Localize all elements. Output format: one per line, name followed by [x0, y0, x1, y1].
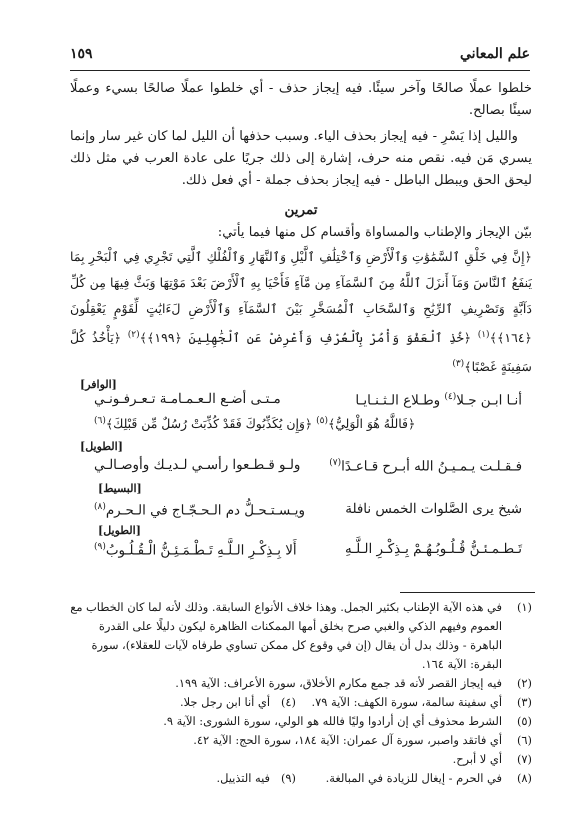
- footnote: [70, 712, 532, 731]
- quran-line: [70, 416, 532, 440]
- footnote-ref: (٢): [127, 330, 140, 340]
- footnote-ref: (٦): [94, 416, 106, 426]
- footnote: [70, 598, 532, 674]
- header-rule: [70, 70, 530, 71]
- footnote: [70, 731, 532, 750]
- footnotes: [70, 598, 532, 788]
- quran-verse: ﴿إِنَّ فِي خَلْقِ ٱلسَّمَٰوَٰتِ وَٱلْأَرْضِ وَٱخْتِلَٰفِ ٱلَّيْلِ وَٱلنَّهَارِ وَٱلْفُلْكِ ٱلَّتِي تَجْرِي فِي ٱلْبَحْرِ بِمَا يَنفَعُ ٱلنَّاسَ وَمَآ أَنزَلَ ٱللَّهُ مِنَ ٱلسَّمَآءِ مِن مَّآءٍ فَأَحْيَا بِهِ ٱلْأَرْضَ بَعْدَ مَوْتِهَا وَبَثَّ فِيهَا مِن كُلِّ دَآبَّةٍ وَتَصْرِيفِ ٱلرِّيَٰحِ وَٱلسَّحَابِ ٱلْمُسَخَّرِ بَيْنَ ٱلسَّمَآءِ وَٱلْأَرْضِ لَءَايَٰتٍ لِّقَوْمٍ يَعْقِلُونَ ﴿١٦٤﴾﴾: [70, 249, 533, 346]
- main-text: [70, 78, 532, 380]
- footnote: [70, 769, 532, 788]
- footnote-ref: (٣): [452, 359, 465, 370]
- footnote-number: (٩): [280, 771, 296, 785]
- footnote: [70, 674, 532, 693]
- footnote: [70, 750, 532, 769]
- verse-first-hemistich: أنـا ابـن جـلا$^{(٤)}$ وطـلاع الـثـنـايـا: [355, 392, 522, 409]
- footnote-text: في الحرم - إيغال للزيادة في المبالغة.: [325, 771, 502, 785]
- footnote-number: (٣): [516, 695, 532, 709]
- quran-quote: [70, 244, 532, 380]
- footnote-ref: (٥): [316, 416, 328, 426]
- meter-label: [الطويل]: [80, 440, 123, 453]
- footnote: [70, 693, 532, 712]
- footnote-text: أي فاتقد واصبر، سورة آل عمران: الآية ١٨٤، سورة الحج: الآية ٤٢.: [193, 733, 502, 747]
- footnote-ref: (١): [477, 330, 490, 340]
- paragraph: والليل إذا يَسْرِ - فيه إيجاز بحذف الياء. وسبب حذفها أن الليل لما كان غير سار وإنما يسري مَن فيه. نقص منه حرف، إشارة إلى ذلك جريًا على عادة العرب في مثل ذلك ليحق الحق ويبطل الباطل - فيه إيجاز بحذف جملة - أي فعل ذلك.: [69, 129, 532, 188]
- footnote-number: (٦): [516, 733, 532, 747]
- verse-first-hemistich: تَـطـمـئـنُّ قُـلُـوبُـهُـمْ بِـذِكْـرِ الـلَّـهِ: [344, 542, 522, 557]
- poem-verse: [70, 458, 532, 482]
- exercise-intro: بيّن الإيجاز والإطناب والمساواة وأقسام كل منها فيما يأتي:: [217, 225, 532, 240]
- footnote-ref: (٧): [329, 458, 342, 468]
- verse-second-hemistich: ولـو قـطـعوا رأسـي لـديـك وأوصـالـي: [94, 458, 301, 473]
- footnote-number: (٧): [516, 752, 532, 766]
- running-header: [70, 46, 530, 66]
- footnote-number: (٨): [516, 771, 532, 785]
- footnote-number: (١): [516, 600, 532, 614]
- exercise-heading: تمرين: [284, 202, 318, 218]
- footnote-ref: (٩): [94, 542, 106, 552]
- footnote-number: (٢): [516, 676, 532, 690]
- page-number: ١٥٩: [70, 46, 93, 62]
- poem-verse: [70, 502, 532, 526]
- meter-label: [الوافر]: [80, 378, 117, 391]
- verse-second-hemistich: مـتـى أضـع الـعـمـامـة تـعـرفـونـي: [94, 392, 281, 407]
- footnote-text: أي أنا ابن رجل جلا.: [179, 695, 270, 709]
- verse-second-hemistich: ويـسـتـحـلُّ دم الـحـجّـاج في الـحـرم$^{(٨)}$: [94, 502, 305, 519]
- paragraph: خلطوا عملًا صالحًا وآخر سيئًا. فيه إيجاز حذف - أي خلطوا عملًا صالحًا بسيء وعملًا سيئًا بصالح.: [70, 81, 532, 118]
- poem-verse: [70, 542, 532, 566]
- verse-first-hemistich: شيخ يرى الصَّلوات الخمس نافلة: [345, 502, 522, 517]
- footnote-text: فيه إيجاز القصر لأنه قد جمع مكارم الأخلاق، سورة الأعراف: الآية ١٩٩.: [175, 676, 502, 690]
- meter-label: [البسيط]: [98, 482, 142, 495]
- footnote-text: الشرط محذوف أي إن أرادوا وليًا فالله هو الولي، سورة الشورى: الآية ٩.: [163, 714, 502, 728]
- footnote-rule: [400, 592, 535, 593]
- footnote-text: أي لا أبرح.: [452, 752, 502, 766]
- quran-verse: ﴿خُذِ ٱلْعَفْوَ وَأْمُرْ بِٱلْعُرْفِ وَأَعْرِضْ عَنِ ٱلْجَٰهِلِينَ ﴿١٩٩﴾﴾: [139, 330, 472, 346]
- poem-verse: [70, 392, 532, 416]
- footnote-number: (٥): [516, 714, 532, 728]
- footnote-number: (٤): [280, 695, 296, 709]
- footnote-ref: (٤): [444, 392, 457, 402]
- quran-verse: ﴿يَأْخُذُ كُلَّ سَفِينَةٍ غَصْبًا﴾: [70, 330, 532, 375]
- footnote-ref: (٨): [94, 502, 106, 512]
- footnote-text: فيه التذييل.: [216, 771, 270, 785]
- quran-verses: ﴿فَاللَّهُ هُوَ الْوَلِيُّ﴾$^{(٥)}$ ﴿وَإِن يُكَذِّبُوكَ فَقَدْ كُذِّبَتْ رُسُلٌ مِّن قَبْلِكَ﴾$^{(٦)}$: [94, 416, 416, 432]
- running-title: علم المعاني: [459, 46, 530, 62]
- verse-first-hemistich: فـقـلـت يـمـيـنُ الله أبـرح قـاعـدًا$^{(٧)}$: [329, 458, 522, 475]
- footnote-text: في هذه الآية الإطناب بكثير الجمل. وهذا خلاف الأنواع السابقة. وذلك لأنه لما كان الخطاب مع العموم وفيهم الذكي والغبي صرح بخلق أمها الممكنات الظاهرة ليكون دليلًا على القدرة الباهرة - وذلك بدل أن يقال (إن في وقوع كل ممكن تساوي طرفاه لآيات للعقلاء)، سورة البقرة: الآية ١٦٤.: [70, 600, 502, 671]
- verse-second-hemistich: أَلا بِـذِكْـرِ الـلَّـهِ تَـطْـمَـئِـنُّ الْـقُـلُـوبُ$^{(٩)}$: [94, 542, 297, 559]
- footnote-text: أي سفينة سالمة، سورة الكهف: الآية ٧٩.: [311, 695, 502, 709]
- meter-label: [الطويل]: [98, 524, 141, 537]
